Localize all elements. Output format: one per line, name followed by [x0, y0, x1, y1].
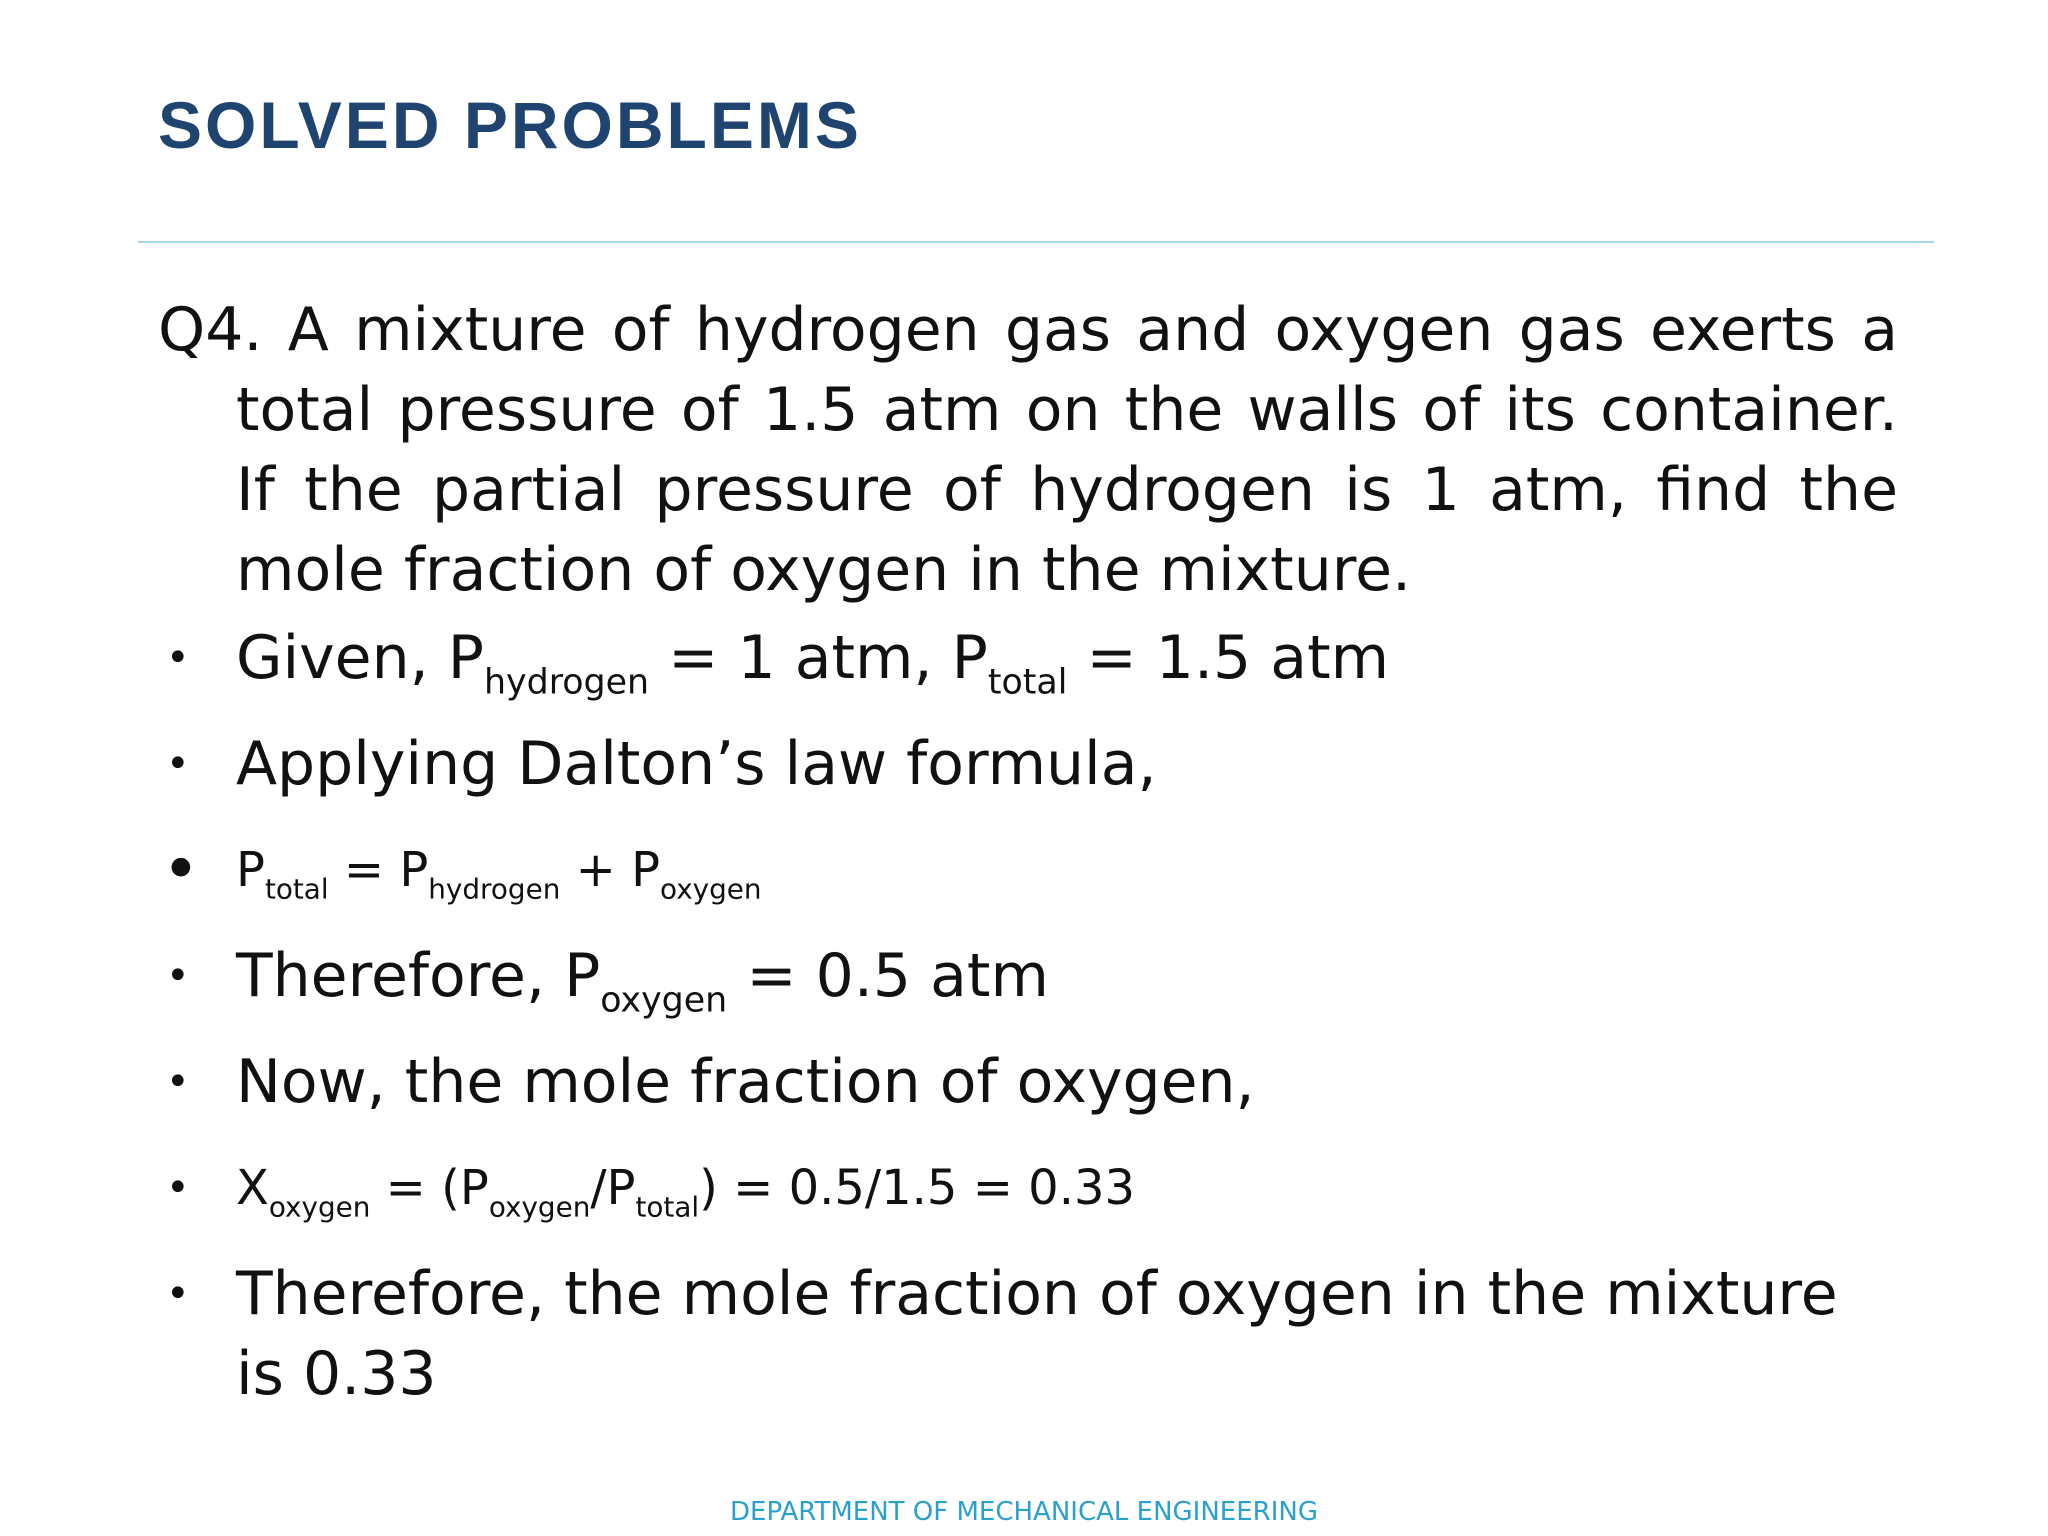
bullet-now: • Now, the mole fraction of oxygen,	[158, 1042, 1898, 1122]
bullet-xoxygen: • $X_{oxygen} = (P_{oxygen}/P_{total}) = 0.5/1.5 = 0.33$	[158, 1148, 1898, 1228]
bullet-dot: •	[166, 953, 190, 999]
bullet-conclusion: • Therefore, the mole fraction of oxygen in the mixture is 0.33	[158, 1254, 1898, 1414]
bullet-dot: •	[166, 1165, 190, 1211]
bullet-dot: •	[166, 741, 190, 787]
bullet-given: • Given, $P_{hydrogen} = 1$ atm, $P_{total} = 1.5$ atm	[158, 618, 1898, 698]
question-number: Q4.	[158, 295, 263, 365]
bullet-dot: •	[166, 1059, 190, 1105]
question-paragraph	[158, 290, 1898, 610]
bullet-dot: •	[166, 635, 190, 681]
question-text: A mixture of hydrogen gas and oxygen gas exerts a total pressure of 1.5 atm on the walls of its container. If the partial pressure of hydrogen is 1 atm, find the mole fraction of oxygen in the mixture.	[236, 295, 1898, 605]
bullet-dot: •	[162, 833, 200, 907]
slide-title: SOLVED PROBLEMS	[158, 88, 862, 162]
bullet-dot: •	[166, 1271, 190, 1317]
solution-bullets	[158, 618, 1898, 1414]
bullet-applying: • Applying Dalton’s law formula,	[158, 724, 1898, 804]
bullet-formula: • $P_{total} = P_{hydrogen} + P_{oxygen}$	[158, 830, 1898, 910]
title-divider	[138, 241, 1934, 243]
slide-body	[158, 290, 1898, 1440]
bullet-therefore-poxygen: • Therefore, $P_{oxygen} = 0.5$ atm	[158, 936, 1898, 1016]
footer-department: DEPARTMENT OF MECHANICAL ENGINEERING	[730, 1497, 1318, 1527]
